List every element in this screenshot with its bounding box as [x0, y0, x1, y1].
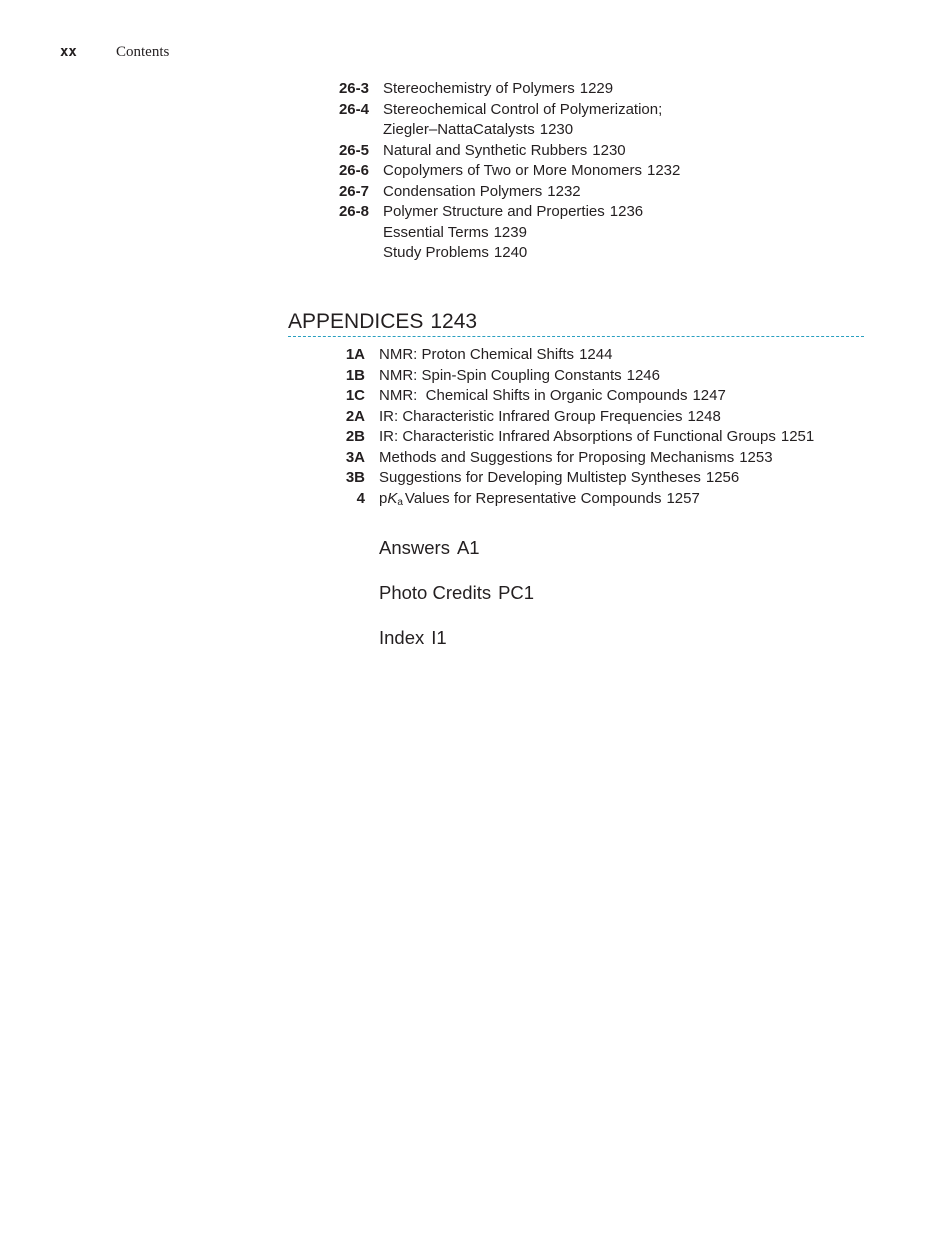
pka-k-symbol: K	[387, 489, 398, 507]
entry-title: Study Problems	[383, 244, 489, 261]
entry-page: 1246	[626, 366, 660, 384]
back-matter-list	[379, 535, 534, 670]
entry-page: 1229	[579, 80, 614, 97]
running-head	[60, 44, 169, 64]
appendix-entry-1b[interactable]	[336, 366, 814, 387]
entry-title: Condensation Polymers	[383, 182, 543, 200]
entry-page: 1239	[493, 223, 527, 241]
entry-title: Essential Terms	[383, 223, 489, 241]
entry-title: Natural and Synthetic Rubbers	[383, 141, 588, 159]
toc-entry-26-5[interactable]	[336, 141, 680, 162]
appendix-entry-4[interactable]	[336, 489, 814, 514]
appendix-entry-1a[interactable]	[336, 345, 814, 366]
toc-entry-26-8[interactable]	[336, 202, 680, 223]
back-matter-photo-credits[interactable]	[379, 580, 534, 606]
entry-number: 3B	[345, 469, 365, 486]
toc-entry-essential-terms[interactable]	[336, 223, 680, 244]
entry-title: Copolymers of Two or More Monomers	[383, 162, 642, 179]
entry-number: 4	[356, 489, 365, 507]
entry-title: Methods and Suggestions for Proposing Mechanisms	[379, 448, 735, 466]
appendix-entry-1c[interactable]	[336, 386, 814, 407]
entry-page: PC1	[498, 582, 535, 603]
entry-number: 26-8	[338, 203, 369, 220]
entry-title: Index	[379, 627, 425, 648]
entry-page: I1	[431, 627, 447, 648]
entry-number: 26-3	[338, 80, 369, 97]
entry-title: Stereochemical Control of Polymerization;	[383, 100, 663, 118]
entry-title: Photo Credits	[379, 582, 492, 603]
back-matter-index[interactable]	[379, 625, 534, 651]
entry-page: 1236	[609, 203, 644, 220]
appendix-entry-2a[interactable]	[336, 407, 814, 428]
entry-number: 26-5	[338, 141, 369, 159]
entry-page: 1232	[547, 182, 581, 200]
appendix-entry-2b[interactable]	[336, 427, 814, 448]
entry-number: 26-7	[338, 182, 369, 200]
entry-page: 1240	[493, 244, 528, 261]
entry-page: 1232	[646, 162, 681, 179]
page-folio: xx	[60, 44, 77, 60]
toc-entry-26-4[interactable]	[336, 100, 680, 141]
running-head-title: Contents	[116, 44, 170, 60]
appendix-list	[336, 345, 814, 513]
toc-entry-26-7[interactable]	[336, 182, 680, 203]
entry-title: Stereochemistry of Polymers	[383, 80, 575, 97]
chapter-section-list	[336, 79, 680, 264]
entry-title: NMR: Proton Chemical Shifts	[379, 346, 575, 363]
entry-title: NMR: Spin-Spin Coupling Constants	[379, 366, 622, 384]
entry-page: 1247	[692, 387, 726, 404]
appendix-entry-3a[interactable]	[336, 448, 814, 469]
entry-page: 1257	[666, 489, 700, 507]
appendices-heading[interactable]	[288, 308, 864, 337]
entry-title: Polymer Structure and Properties	[383, 203, 605, 220]
appendix-entry-3b[interactable]	[336, 468, 814, 489]
back-matter-answers[interactable]	[379, 535, 534, 561]
entry-page: A1	[456, 537, 480, 558]
entry-title: Answers	[379, 537, 450, 558]
entry-page: 1253	[739, 448, 773, 466]
entry-title-continued: Ziegler–NattaCatalysts	[383, 121, 535, 138]
toc-entry-26-6[interactable]	[336, 161, 680, 182]
entry-title: IR: Characteristic Infrared Absorptions of Functional Groups	[379, 428, 776, 445]
entry-page: 1248	[687, 407, 721, 425]
entry-page: 1244	[579, 346, 613, 363]
entry-page: 1256	[705, 469, 740, 486]
entry-number: 26-4	[338, 100, 369, 118]
entry-number: 2A	[345, 407, 365, 425]
toc-entry-26-3[interactable]	[336, 79, 680, 100]
pka-subscript: a	[397, 496, 403, 508]
entry-number: 1B	[345, 366, 365, 384]
entry-number: 2B	[345, 428, 365, 445]
entry-number: 3A	[345, 448, 365, 466]
entry-title: IR: Characteristic Infrared Group Frequencies	[379, 407, 683, 425]
entry-number: 1C	[345, 387, 365, 404]
entry-page: 1251	[780, 428, 815, 445]
appendices-page: 1243	[430, 310, 478, 333]
entry-page: 1230	[592, 141, 626, 159]
entry-title: Values for Representative Compounds	[404, 489, 662, 507]
appendices-title: APPENDICES	[288, 310, 424, 333]
entry-number: 26-6	[338, 162, 369, 179]
entry-title: Suggestions for Developing Multistep Syntheses	[379, 469, 701, 486]
entry-page: 1230	[539, 121, 574, 138]
toc-entry-study-problems[interactable]	[336, 243, 680, 264]
pka-prefix: p	[379, 489, 388, 507]
entry-number: 1A	[345, 346, 365, 363]
entry-title: NMR: Chemical Shifts in Organic Compounds	[379, 387, 688, 404]
